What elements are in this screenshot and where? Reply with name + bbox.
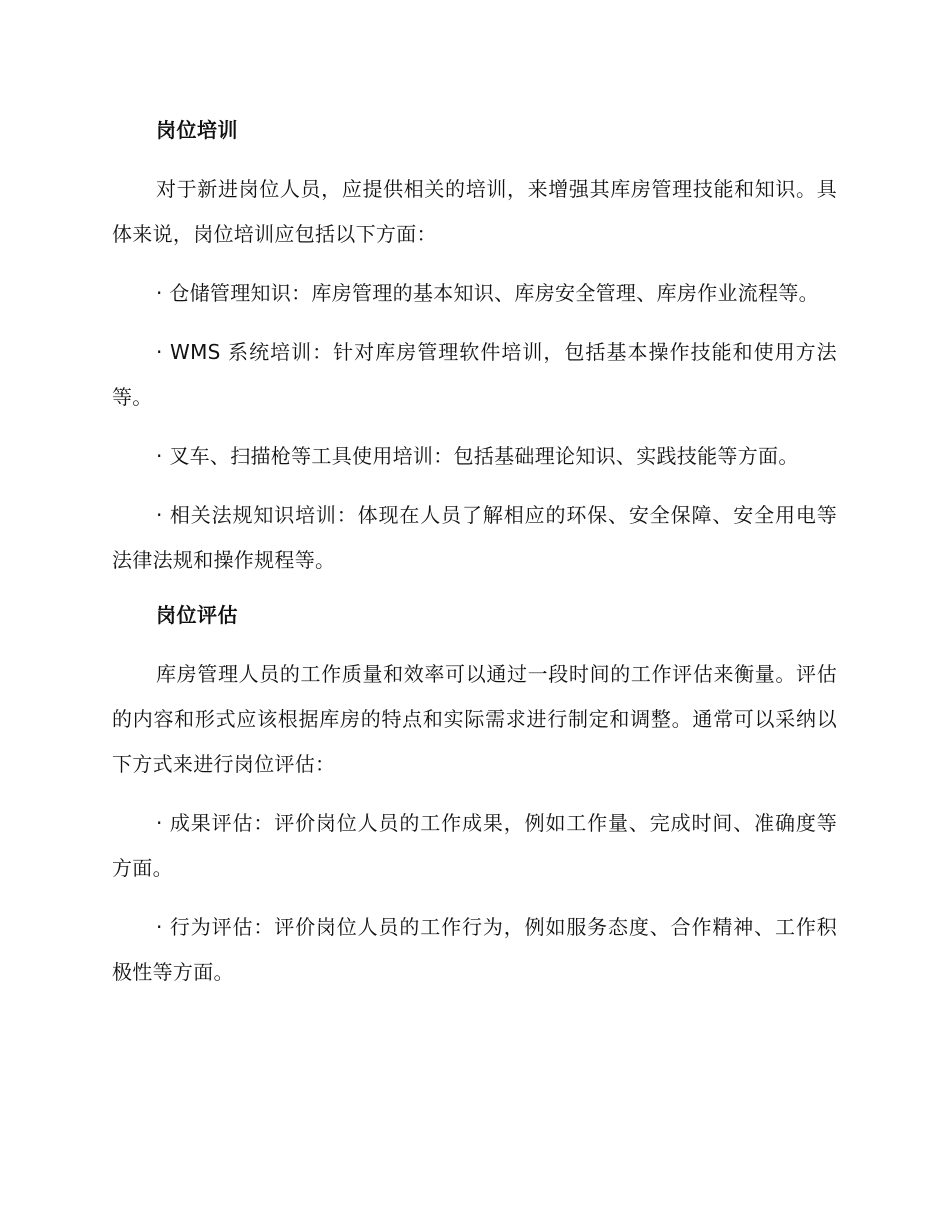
list-item: · 仓储管理知识：库房管理的基本知识、库房安全管理、库房作业流程等。 [156, 281, 819, 305]
list-item: · 相关法规知识培训：体现在人员了解相应的环保、安全保障、安全用电等法律法规和操作规程等。 [112, 503, 837, 572]
section-intro: 对于新进岗位人员，应提供相关的培训，来增强其库房管理技能和知识。具体来说，岗位培训应包括以下方面： [112, 177, 837, 246]
section-intro: 库房管理人员的工作质量和效率可以通过一段时间的工作评估来衡量。评估的内容和形式应该根据库房的特点和实际需求进行制定和调整。通常可以采纳以下方式来进行岗位评估： [112, 662, 837, 776]
list-item: · 成果评估：评价岗位人员的工作成果，例如工作量、完成时间、准确度等方面。 [112, 811, 837, 880]
section-heading: 岗位评估 [156, 603, 238, 627]
section-heading: 岗位培训 [156, 118, 238, 142]
list-item: · 行为评估：评价岗位人员的工作行为，例如服务态度、合作精神、工作积极性等方面。 [112, 915, 837, 984]
list-item: · 叉车、扫描枪等工具使用培训：包括基础理论知识、实践技能等方面。 [156, 444, 799, 468]
list-item: · WMS 系统培训：针对库房管理软件培训，包括基本操作技能和使用方法等。 [112, 340, 837, 409]
document-body [112, 112, 837, 1009]
section-training [112, 112, 837, 583]
section-evaluation [112, 597, 837, 995]
